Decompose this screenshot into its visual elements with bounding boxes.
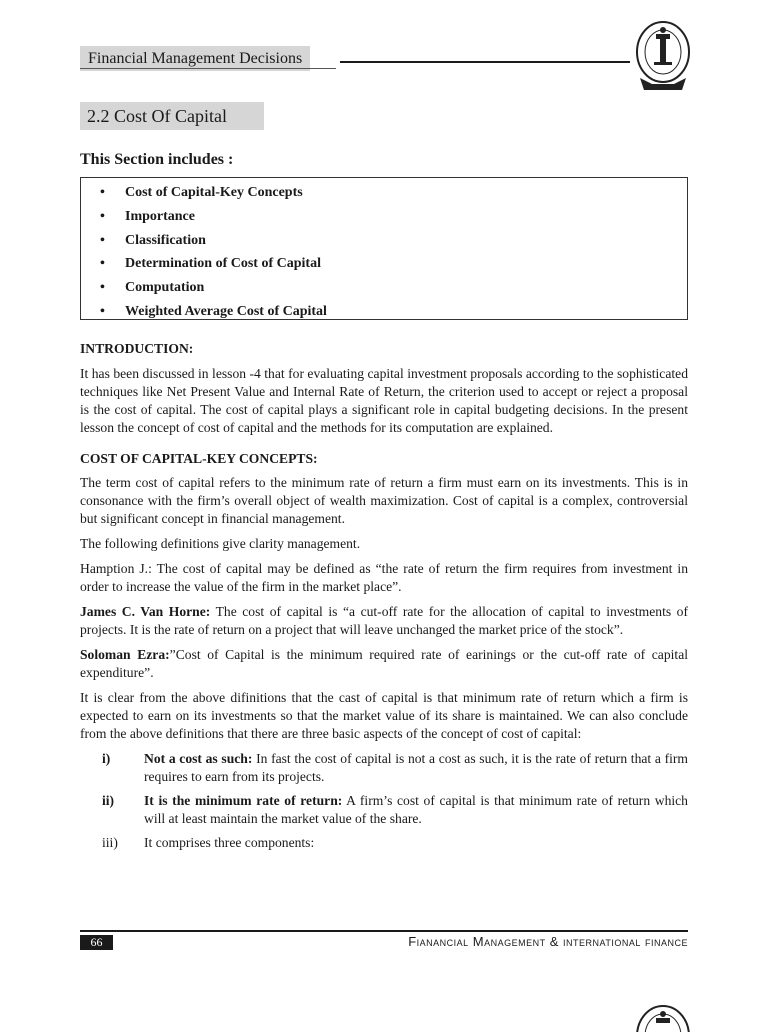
list-item: • Weighted Average Cost of Capital (81, 301, 687, 325)
includes-heading: This Section includes : (80, 151, 234, 168)
header-underline (80, 68, 336, 69)
concepts-paragraph: The term cost of capital refers to the minimum rate of return a firm must earn on its investments. This is in consonance with the firm’s overall object of wealth maximization. Cost of capital is a complex, controversial but significant concept in financial management. (80, 475, 688, 526)
footer-rule (80, 930, 688, 932)
includes-list (81, 178, 687, 325)
list-item: i) Not a cost as such: In fast the cost of capital is not a cost as such, it is the rate of return that a firm requires to earn from its projects. (102, 751, 688, 784)
list-item: • Cost of Capital-Key Concepts (81, 182, 687, 206)
concepts-heading: COST OF CAPITAL-KEY CONCEPTS: (80, 451, 318, 466)
institute-seal-icon (632, 18, 694, 92)
definition-van-horne: James C. Van Horne: The cost of capital is “a cut-off rate for the allocation of capital to investments of projects. It is the rate of return on a project that will leave unchanged the market price of the stock”. (80, 604, 689, 637)
definitions-intro: The following definitions give clarity management. (80, 536, 361, 551)
institute-seal-icon (630, 1002, 696, 1032)
page-number: 66 (80, 935, 113, 950)
definition-ezra: Soloman Ezra:”Cost of Capital is the minimum required rate of earinings or the cut-off rate of capital expenditure”. (80, 647, 688, 680)
list-item: • Computation (81, 277, 687, 301)
includes-box (80, 177, 688, 320)
list-item: • Determination of Cost of Capital (81, 253, 687, 277)
bullet-icon: • (100, 232, 105, 248)
aspects-list (80, 750, 688, 852)
header-rule (340, 61, 630, 63)
introduction-paragraph: It has been discussed in lesson -4 that for evaluating capital investment proposals according to the sophisticated techniques like Net Present Value and Internal Rate of Return, the criterion used to accept or reject a proposal is the cost of capital. The cost of capital plays a significant role in capital budgeting decisions. In the present lesson the concept of cost of capital and the methods for its computation are explained. (80, 366, 688, 435)
bullet-icon: • (100, 256, 105, 272)
list-item: • Importance (81, 206, 687, 230)
footer-title: Fianancial Management & international finance (408, 934, 688, 949)
definition-hampton: Hamption J.: The cost of capital may be defined as “the rate of return the firm requires from investment in order to increase the value of the firm in the market place”. (80, 561, 688, 594)
body-text (80, 340, 688, 858)
introduction-heading: INTRODUCTION: (80, 341, 194, 356)
conclusion-paragraph: It is clear from the above difinitions that the cast of capital is that minimum rate of return which a firm is expected to earn on its investments so that the market value of its share is maintained. We can also conclude from the above definitions that there are three basic aspects of the concept of cost of capital: (80, 690, 688, 741)
running-header-title: Financial Management Decisions (88, 49, 303, 67)
list-item: • Classification (81, 230, 687, 254)
bullet-icon: • (100, 185, 105, 200)
list-item: ii) It is the minimum rate of return: A firm’s cost of capital is that minimum rate of return which will at least maintain the market value of the share. (102, 793, 688, 826)
bullet-icon: • (100, 280, 105, 296)
bullet-icon: • (100, 208, 105, 224)
bullet-icon: • (100, 303, 105, 319)
section-title: 2.2 Cost Of Capital (80, 102, 264, 130)
list-item: iii) It comprises three components: (102, 835, 315, 850)
